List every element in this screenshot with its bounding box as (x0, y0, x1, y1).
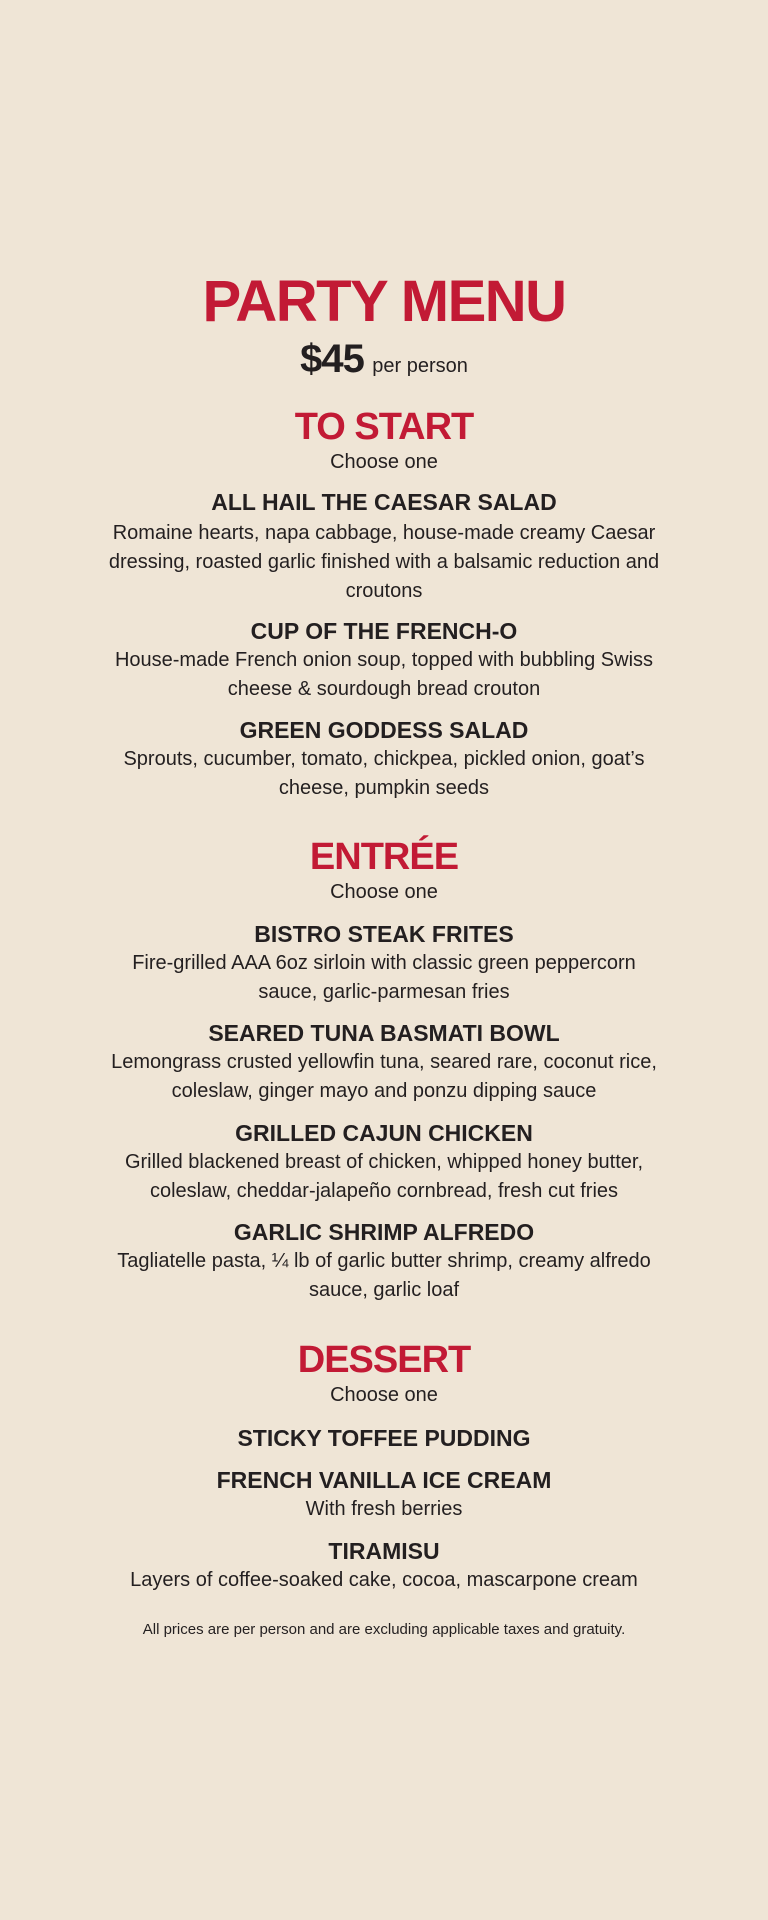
item-description: Fire-grilled AAA 6oz sirloin with classic green peppercorn sauce, garlic-parmesan fries (132, 952, 636, 1003)
item-description: Romaine hearts, napa cabbage, house-made creamy Caesar dressing, roasted garlic finished with a balsamic reduction and croutons (108, 522, 660, 602)
item-description: Sprouts, cucumber, tomato, chickpea, pickled onion, goat’s cheese, pumpkin seeds (123, 748, 645, 799)
section-title-entree: ENTRÉE (309, 836, 459, 878)
menu-price: $45 (300, 337, 364, 381)
section-subtitle-to-start: Choose one (330, 451, 438, 473)
item-name: TIRAMISU (328, 1538, 440, 1564)
item-description: Layers of coffee-soaked cake, cocoa, mascarpone cream (130, 1569, 638, 1591)
price-line (0, 336, 768, 391)
item-name: GRILLED CAJUN CHICKEN (235, 1120, 533, 1146)
item-name: FRENCH VANILLA ICE CREAM (216, 1467, 552, 1493)
section-title-dessert: DESSERT (297, 1339, 471, 1381)
item-name: ALL HAIL THE CAESAR SALAD (211, 489, 557, 515)
price-suffix: per person (372, 355, 468, 377)
section-subtitle-entree: Choose one (330, 881, 438, 903)
section-subtitle-dessert: Choose one (330, 1384, 438, 1406)
item-name: SEARED TUNA BASMATI BOWL (208, 1020, 560, 1046)
menu-title: PARTY MENU (202, 269, 566, 334)
item-name: CUP OF THE FRENCH-O (250, 618, 518, 644)
item-name: GREEN GODDESS SALAD (239, 717, 529, 743)
item-description: Tagliatelle pasta, ¼ lb of garlic butter shrimp, creamy alfredo sauce, garlic loaf (117, 1250, 651, 1301)
item-description: Lemongrass crusted yellowfin tuna, seared rare, coconut rice, coleslaw, ginger mayo and ponzu dipping sauce (111, 1051, 657, 1102)
item-name: BISTRO STEAK FRITES (254, 921, 514, 947)
item-description: Grilled blackened breast of chicken, whipped honey butter, coleslaw, cheddar-jalapeño cornbread, fresh cut fries (124, 1151, 644, 1202)
item-name: GARLIC SHRIMP ALFREDO (233, 1219, 535, 1245)
section-title-to-start: TO START (294, 406, 474, 448)
item-name: STICKY TOFFEE PUDDING (237, 1425, 531, 1451)
footnote: All prices are per person and are excluding applicable taxes and gratuity. (142, 1621, 626, 1638)
item-description: With fresh berries (305, 1498, 463, 1520)
item-description: House-made French onion soup, topped with bubbling Swiss cheese & sourdough bread crouton (114, 649, 654, 700)
